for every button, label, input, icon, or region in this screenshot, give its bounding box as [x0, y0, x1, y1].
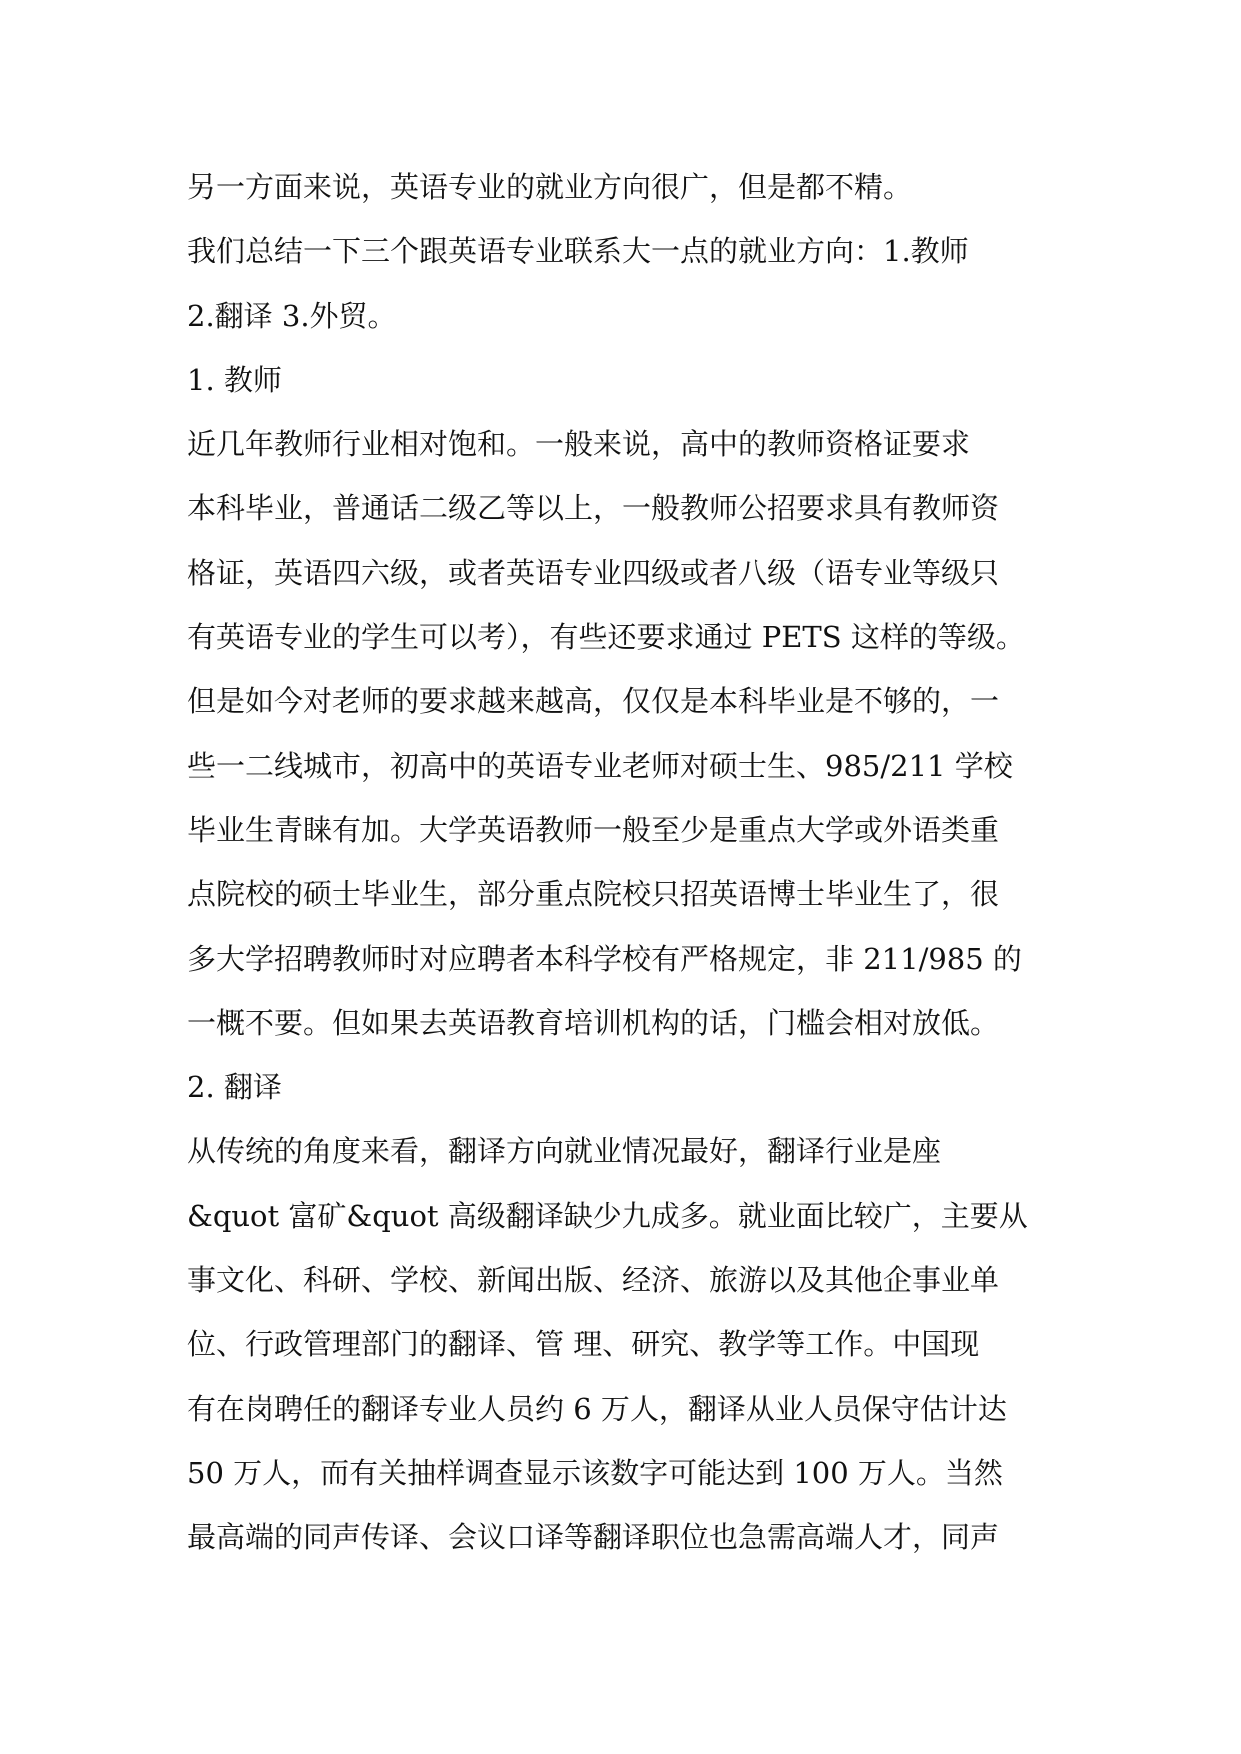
text-line: 些一二线城市，初高中的英语专业老师对硕士生、985/211 学校	[187, 748, 1013, 783]
section-heading-teacher: 1. 教师	[187, 362, 282, 397]
section-heading-translation: 2. 翻译	[187, 1070, 282, 1105]
text-line: 一概不要。但如果去英语教育培训机构的话，门槛会相对放低。	[187, 1005, 1000, 1040]
text-line: 但是如今对老师的要求越来越高，仅仅是本科毕业是不够的，一	[187, 684, 1000, 719]
text-line: 毕业生青睐有加。大学英语教师一般至少是重点大学或外语类重	[187, 812, 1000, 847]
text-line: 50 万人，而有关抽样调查显示该数字可能达到 100 万人。当然	[187, 1455, 1003, 1490]
text-line: 位、行政管理部门的翻译、管 理、研究、教学等工作。中国现	[187, 1327, 980, 1362]
text-line: 点院校的硕士毕业生，部分重点院校只招英语博士毕业生了，很	[187, 877, 1000, 912]
text-line: 格证，英语四六级，或者英语专业四级或者八级（语专业等级只	[187, 555, 1000, 590]
text-line: 事文化、科研、学校、新闻出版、经济、旅游以及其他企事业单	[187, 1263, 1000, 1298]
text-line: 我们总结一下三个跟英语专业联系大一点的就业方向：1.教师	[187, 234, 969, 269]
text-line: 另一方面来说，英语专业的就业方向很广，但是都不精。	[187, 170, 913, 204]
text-line: 近几年教师行业相对饱和。一般来说，高中的教师资格证要求	[187, 427, 971, 462]
text-line: 2.翻译 3.外贸。	[187, 298, 397, 333]
text-line: 多大学招聘教师时对应聘者本科学校有严格规定，非 211/985 的	[187, 941, 1022, 976]
text-line: 本科毕业，普通话二级乙等以上，一般教师公招要求具有教师资	[187, 491, 1000, 526]
text-line: &quot 富矿&quot 高级翻译缺少九成多。就业面比较广，主要从	[187, 1198, 1028, 1233]
text-line: 有在岗聘任的翻译专业人员约 6 万人，翻译从业人员保守估计达	[187, 1391, 1007, 1426]
text-line: 有英语专业的学生可以考），有些还要求通过 PETS 这样的等级。	[187, 620, 1025, 655]
text-line: 从传统的角度来看，翻译方向就业情况最好，翻译行业是座	[187, 1134, 942, 1169]
text-line: 最高端的同声传译、会议口译等翻译职位也急需高端人才，同声	[187, 1520, 1000, 1555]
text-body	[187, 155, 1067, 1570]
